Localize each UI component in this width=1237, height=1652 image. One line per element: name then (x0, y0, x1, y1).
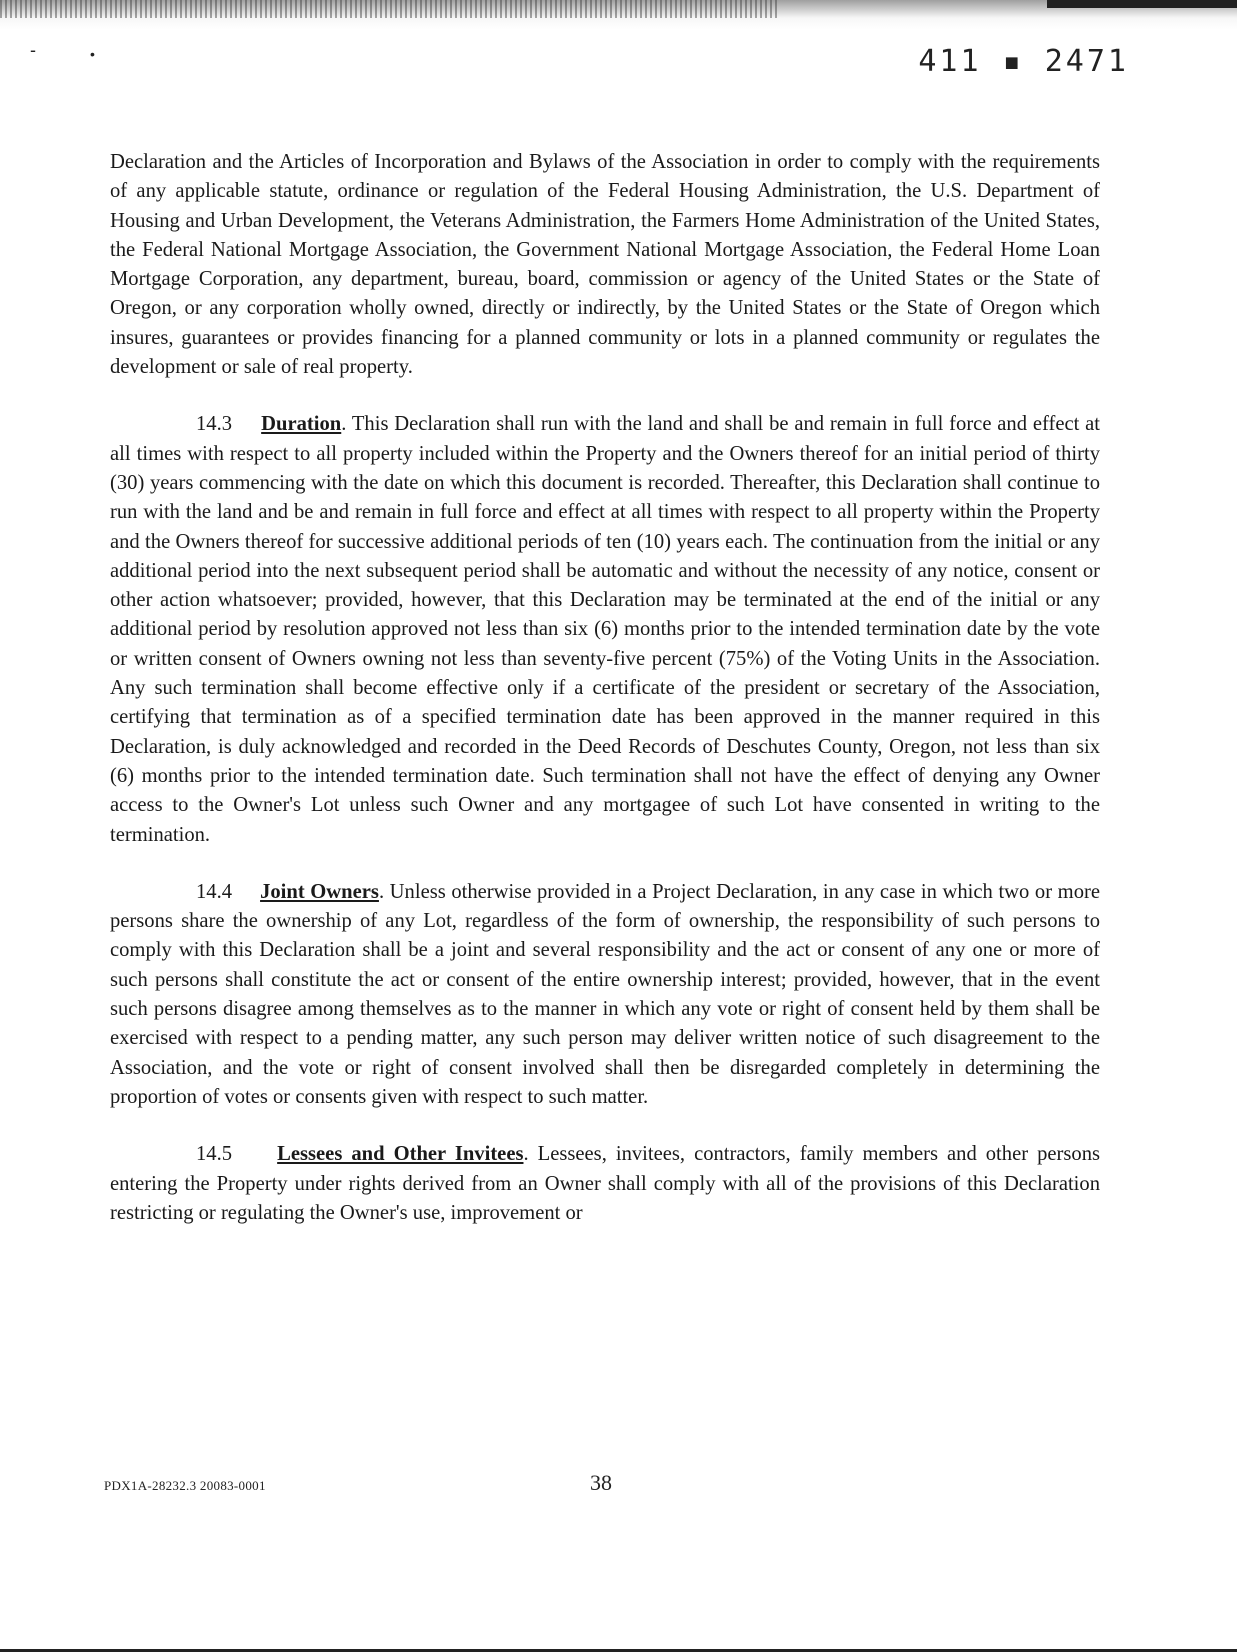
section-title: Duration (261, 413, 342, 436)
page-number: 38 (590, 1470, 612, 1495)
section-title: Lessees and Other Invitees (277, 1143, 524, 1166)
section-text: . Unless otherwise provided in a Project Declaration, in any case in which two or more persons share the ownership of any Lot, regardless of the form of ownership, the responsibility of such persons to comply with this Declaration shall be a joint and several responsibility and the act or consent of any one or more of such persons shall constitute the act or consent of the entire ownership interest; provided, however, that in the event such persons disagree among themselves as to the manner in which any vote or right of consent held by them shall be exercised with respect to a pending matter, any such person may deliver written notice of such disagreement to the Association, and the vote or right of consent involved shall then be disregarded completely in determining the proportion of votes or consents given with respect to such matter. (110, 880, 1100, 1108)
scan-artifact-top (0, 0, 1237, 30)
corner-dot-mark: • (90, 46, 95, 62)
recording-stamp: 411 ▪ 2471 (918, 44, 1129, 79)
section-14-3 (110, 410, 1100, 849)
section-title: Joint Owners (260, 880, 379, 903)
corner-dash-mark: - (30, 40, 36, 60)
section-text: . Lessees, invitees, contractors, family members and other persons entering the Property under rights derived from an Owner shall comply with all of the provisions of this Declaration restricting or regulating the Owner's use, improvement or (110, 1143, 1101, 1224)
section-text: . This Declaration shall run with the land and shall be and remain in full force and effect at all times with respect to all property included within the Property and the Owners thereof for an initial period of thirty (30) years commencing with the date on which this document is recorded. Thereafter, this Declaration shall continue to run with the land and be and remain in full force and effect at all times with respect to all property within the Property and the Owners thereof for successive additional periods of ten (10) years each. The continuation from the initial or any additional period into the next subsequent period shall be automatic and without the necessity of any notice, consent or other action whatsoever; provided, however, that this Declaration may be terminated at the end of the initial or any additional period by resolution approved not less than six (6) months prior to the intended termination date by the vote or written consent of Owners owning not less than seventy-five percent (75%) of the Voting Units in the Association. Any such termination shall become effective only if a certificate of the president or secretary of the Association, certifying that termination as of a specified termination date has been approved in the manner required in this Declaration, is duly acknowledged and recorded in the Deed Records of Deschutes County, Oregon, not less than six (6) months prior to the intended termination date. Such termination shall not have the effect of denying any Owner access to the Owner's Lot unless such Owner and any mortgagee of such Lot have consented in writing to the termination. (110, 413, 1100, 846)
document-body (110, 148, 1100, 1228)
intro-paragraph: Declaration and the Articles of Incorporation and Bylaws of the Association in order to comply with the requirements of any applicable statute, ordinance or regulation of the Federal Housing Administration, the U.S. Department of Housing and Urban Development, the Veterans Administration, the Farmers Home Administration of the United States, the Federal National Mortgage Association, the Government National Mortgage Association, the Federal Home Loan Mortgage Corporation, any department, bureau, board, commission or agency of the United States or the State of Oregon, or any corporation wholly owned, directly or indirectly, by the United States or the State of Oregon which insures, guarantees or provides financing for a planned community or lots in a planned community or regulates the development or sale of real property. (110, 151, 1100, 379)
section-14-4 (110, 878, 1100, 1112)
section-number: 14.3 (196, 413, 233, 436)
section-number: 14.5 (196, 1143, 233, 1166)
section-number: 14.4 (196, 880, 233, 903)
section-14-5 (110, 1140, 1100, 1228)
document-id: PDX1A-28232.3 20083-0001 (104, 1478, 266, 1493)
